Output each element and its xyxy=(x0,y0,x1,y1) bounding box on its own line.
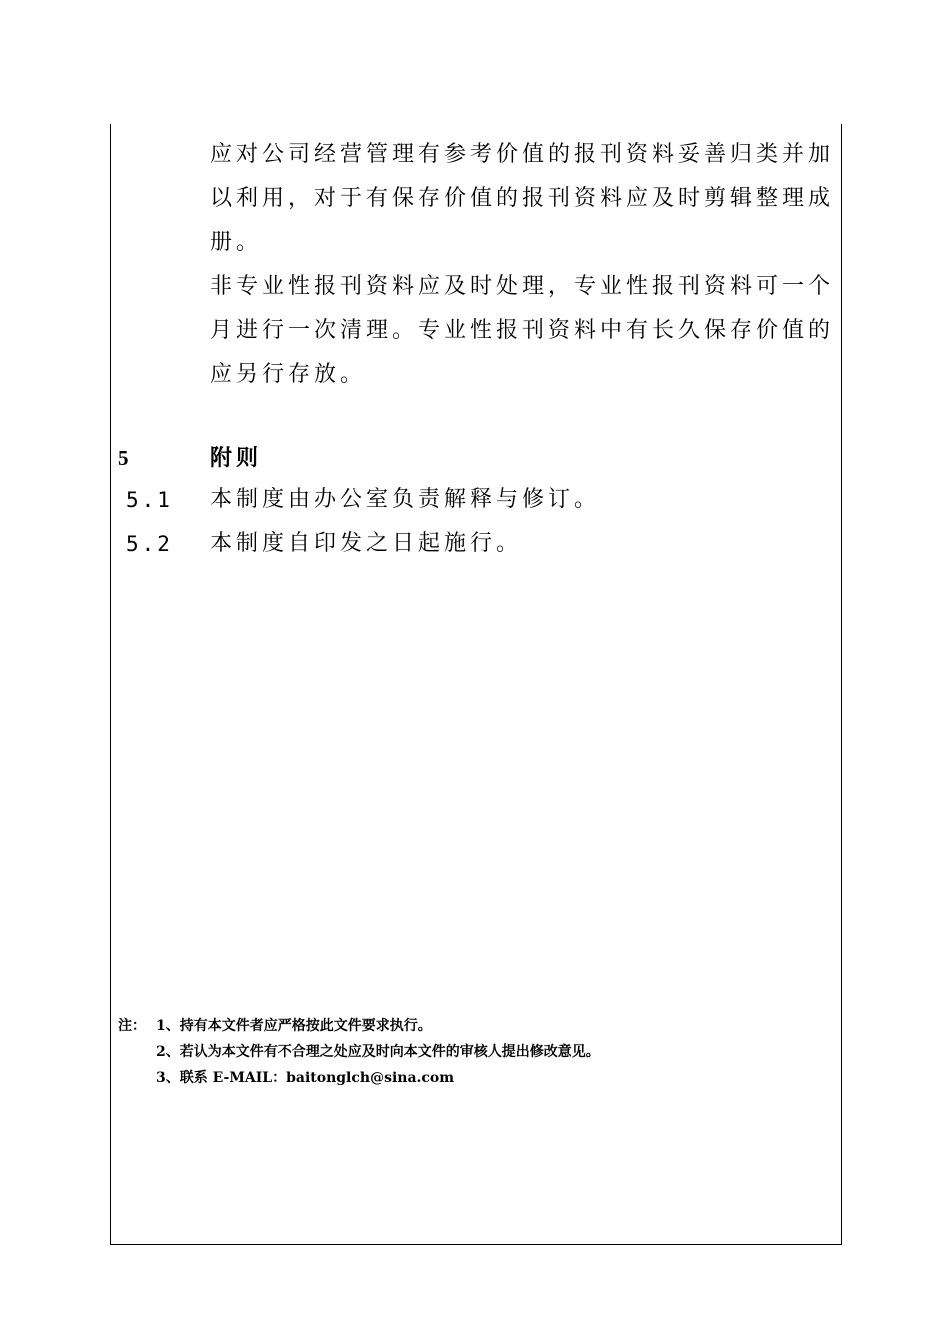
section-number: 5 xyxy=(118,446,129,470)
clause-number: 5.2 xyxy=(126,532,173,556)
note-line xyxy=(118,1039,600,1065)
note-line xyxy=(118,1065,600,1091)
note-line xyxy=(118,1013,600,1039)
paragraph-newspaper-cleanup: 非专业性报刊资料应及时处理，专业性报刊资料可一个月进行一次清理。专业性报刊资料中有长久保存价值的应另行存放。 xyxy=(210,274,835,387)
note-contact-text: 3、联系 E-MAIL：baitonglch@sina.com xyxy=(156,1070,455,1086)
section-title: 附则 xyxy=(210,445,263,471)
paragraph-newspaper-archiving: 应对公司经营管理有参考价值的报刊资料妥善归类并加以利用，对于有保存价值的报刊资料应及时剪辑整理成册。 xyxy=(210,142,835,255)
clause-text: 本制度由办公室负责解释与修订。 xyxy=(210,487,601,512)
note-text: 2、若认为本文件有不合理之处应及时向本文件的审核人提出修改意见。 xyxy=(156,1044,600,1060)
notes-prefix: 注： xyxy=(118,1018,146,1034)
notes-block xyxy=(118,1013,600,1091)
note-text: 1、持有本文件者应严格按此文件要求执行。 xyxy=(156,1018,432,1034)
clause-text: 本制度自印发之日起施行。 xyxy=(210,531,523,556)
clause-number: 5.1 xyxy=(126,488,173,512)
